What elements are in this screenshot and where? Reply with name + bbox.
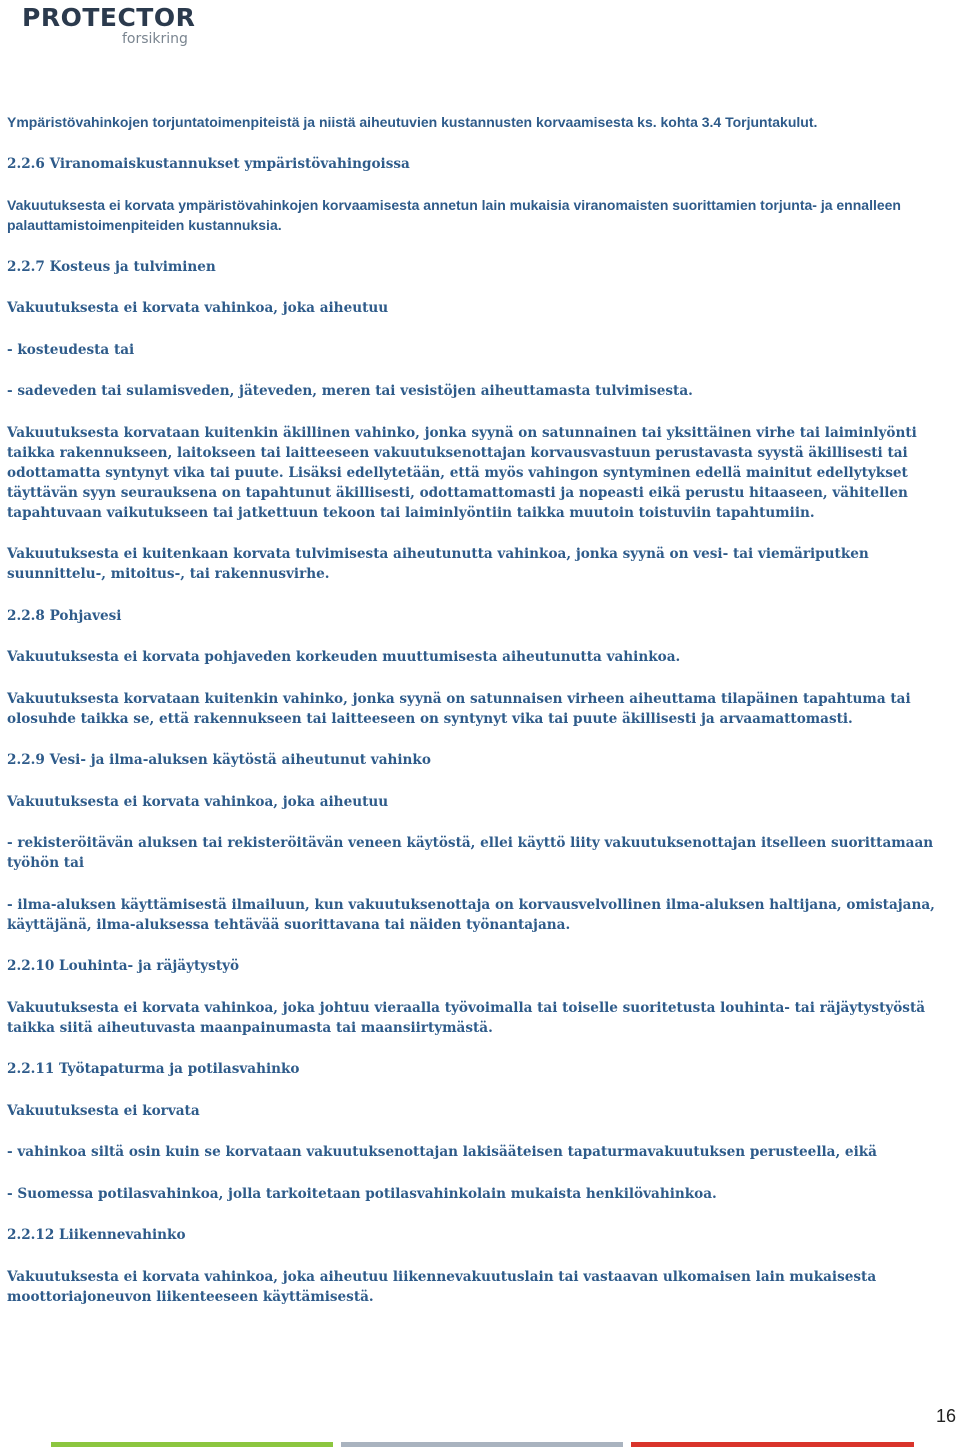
paragraph-2-2-10-body: Vakuutuksesta ei korvata vahinkoa, joka johtuu vieraalla työvoimalla tai toiselle suoritetusta louhinta- tai räjäytystyöstä taikka siitä aiheutuvasta maanpainumasta tai maansiirtymästä.: [7, 999, 926, 1036]
heading-2-2-7: 2.2.7 Kosteus ja tulviminen: [7, 258, 216, 275]
heading-2-2-12: 2.2.12 Liikennevahinko: [7, 1227, 186, 1243]
paragraph-2-2-12-body: Vakuutuksesta ei korvata vahinkoa, joka aiheutuu liikennevakuutuslain tai vastaavan ulkomaisen lain mukaisesta moottoriajoneuvon liikenteeseen käyttämisestä.: [7, 1268, 877, 1305]
footer-bar-gray: [341, 1442, 623, 1447]
paragraph-2-2-7-exclusion: Vakuutuksesta ei kuitenkaan korvata tulvimisesta aiheutunutta vahinkoa, jonka syynä on vesi- tai viemäriputken suunnittelu-, mitoitus-, tai rakennusvirhe.: [7, 546, 869, 582]
protector-logo: [22, 4, 204, 50]
heading-2-2-10: 2.2.10 Louhinta- ja räjäytystyö: [7, 958, 240, 974]
paragraph-2-2-9-item-1: - rekisteröitävän aluksen tai rekisteröitävän veneen käytöstä, ellei käyttö liity vakuutuksenottajan itselleen suorittamaan työhön tai: [7, 835, 934, 871]
heading-2-2-9: 2.2.9 Vesi- ja ilma-aluksen käytöstä aiheutunut vahinko: [7, 752, 431, 768]
paragraph-2-2-7-exception: Vakuutuksesta korvataan kuitenkin äkillinen vahinko, jonka syynä on satunnainen tai yksittäinen virhe tai laiminlyönti taikka rakennukseen, laitokseen tai laitteeseen vakuutuksenottajan korvausvastuun perustavasta syystä äkillisesti tai odottamatta syntynyt vika tai puute. Lisäksi edellytetään, että myös vahingon syntyminen edellä mainitut edellytykset täyttävän syyn seurauksena on tapahtunut äkillisesti, odottamattomasti ja nopeasti eikä perustu hitaaseen, vähitellen tapahtuvaan vaikutukseen tai jatkettuun tekoon tai laiminlyöntiin taikka muutoin toistuviin tapahtumiin.: [7, 424, 917, 521]
paragraph-torjuntakulut-ref: Ympäristövahinkojen torjuntatoimenpiteistä ja niistä aiheutuvien kustannusten korvaamisesta ks. kohta 3.4 Torjuntakulut.: [7, 114, 818, 130]
footer-bar-red: [631, 1442, 914, 1447]
logo-subtitle: forsikring: [122, 31, 188, 47]
footer-color-bars: [0, 1442, 960, 1450]
heading-2-2-8: 2.2.8 Pohjavesi: [7, 607, 122, 624]
document-body: [7, 112, 955, 1328]
paragraph-2-2-9-item-2: - ilma-aluksen käyttämisestä ilmailuun, kun vakuutuksenottaja on korvausvelvollinen ilma-aluksen haltijana, omistajana, käyttäjänä, ilma-aluksessa tehtävää suorittavana tai näiden työnantajana.: [7, 896, 935, 933]
paragraph-2-2-7-item-2: - sadeveden tai sulamisveden, jäteveden, meren tai vesistöjen aiheuttamasta tulvimisesta.: [7, 383, 693, 399]
paragraph-2-2-11-item-2: - Suomessa potilasvahinkoa, jolla tarkoitetaan potilasvahinkolain mukaista henkilövahinkoa.: [7, 1185, 717, 1202]
footer-bar-green: [51, 1442, 333, 1447]
paragraph-2-2-8-exception: Vakuutuksesta korvataan kuitenkin vahinko, jonka syynä on satunnaisen virheen aiheuttama tilapäinen tapahtuma tai olosuhde taikka se, että rakennukseen tai laitteeseen on syntynyt vika tai puute äkillisesti ja arvaamattomasti.: [7, 690, 911, 727]
page-number: 16: [935, 1406, 956, 1426]
paragraph-2-2-7-intro: Vakuutuksesta ei korvata vahinkoa, joka aiheutuu: [7, 300, 389, 316]
logo-wordmark: PROTECTOR: [22, 3, 196, 32]
paragraph-2-2-11-intro: Vakuutuksesta ei korvata: [7, 1102, 200, 1119]
heading-2-2-11: 2.2.11 Työtapaturma ja potilasvahinko: [7, 1061, 300, 1077]
paragraph-2-2-11-item-1: - vahinkoa siltä osin kuin se korvataan vakuutuksenottajan lakisääteisen tapaturmavakuutuksen perusteella, eikä: [7, 1144, 877, 1160]
heading-2-2-6: 2.2.6 Viranomaiskustannukset ympäristövahingoissa: [7, 155, 410, 172]
paragraph-2-2-8-body: Vakuutuksesta ei korvata pohjaveden korkeuden muuttumisesta aiheutunutta vahinkoa.: [7, 649, 681, 665]
paragraph-2-2-9-intro: Vakuutuksesta ei korvata vahinkoa, joka aiheutuu: [7, 793, 389, 810]
paragraph-2-2-7-item-1: - kosteudesta tai: [7, 341, 135, 358]
paragraph-2-2-6-body: Vakuutuksesta ei korvata ympäristövahinkojen korvaamisesta annetun lain mukaisia viranomaisten suorittamien torjunta- ja ennalleen palauttamistoimenpiteiden kustannuksia.: [7, 197, 901, 233]
